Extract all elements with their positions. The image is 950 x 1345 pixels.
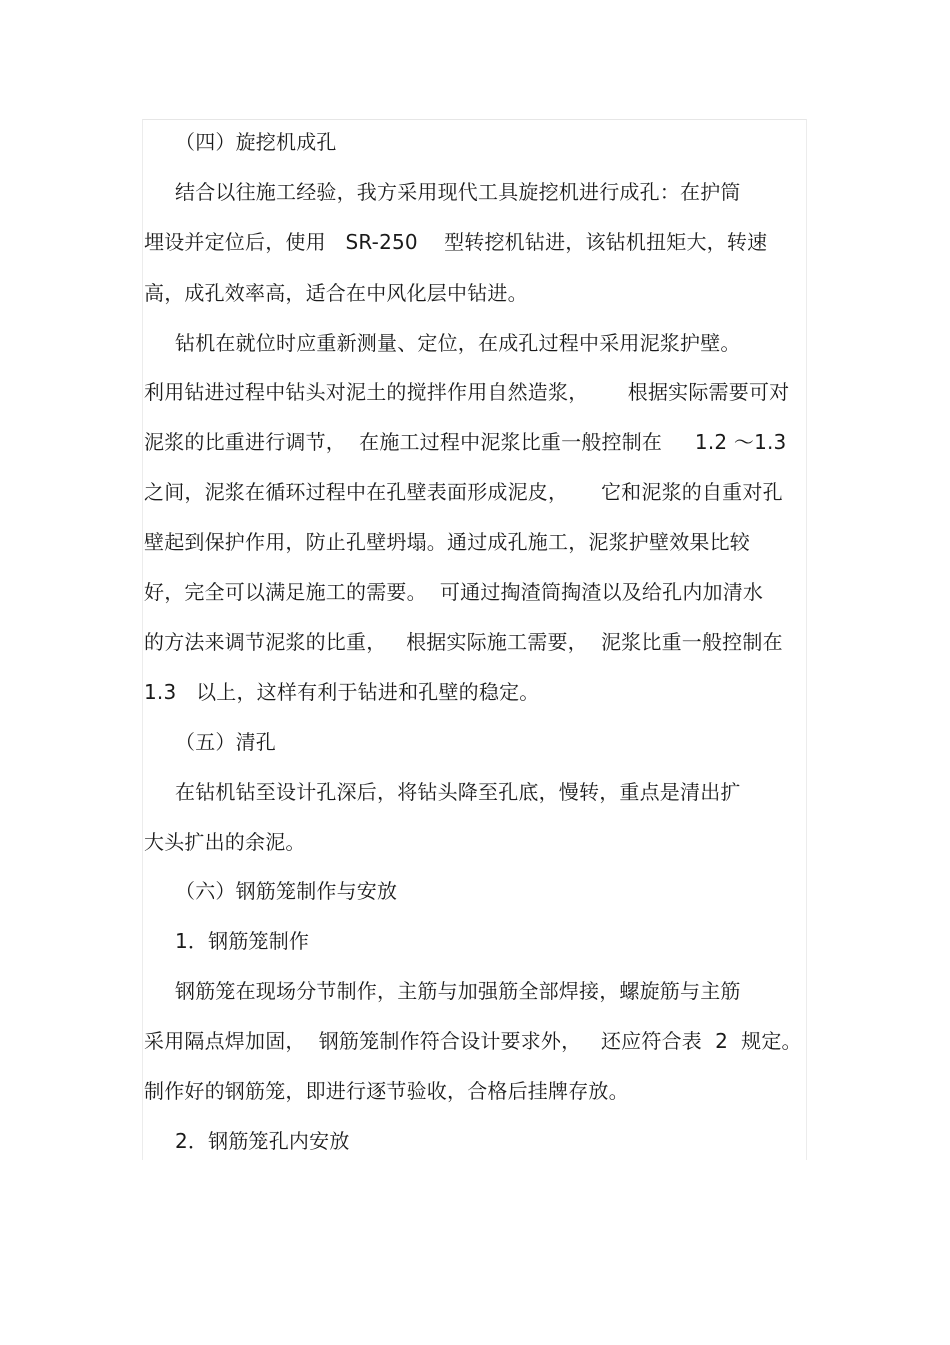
subheading-rebar-cage-placement: 2．钢筋笼孔内安放 <box>175 1129 350 1153</box>
paragraph-line: 钻机在就位时应重新测量、定位，在成孔过程中采用泥浆护壁。 <box>175 331 741 355</box>
paragraph-line: 的方法来调节泥浆的比重， 根据实际施工需要， 泥浆比重一般控制在 <box>144 630 783 654</box>
paragraph-line: 制作好的钢筋笼，即进行逐节验收，合格后挂牌存放。 <box>144 1079 629 1103</box>
paragraph-line: 大头扩出的余泥。 <box>144 830 306 854</box>
paragraph-line: 高，成孔效率高，适合在中风化层中钻进。 <box>144 281 528 305</box>
heading-hole-cleaning: （五）清孔 <box>175 730 276 754</box>
paragraph-line: 1.3 以上，这样有利于钻进和孔壁的稳定。 <box>144 680 540 704</box>
heading-rotary-drilling: （四）旋挖机成孔 <box>175 130 337 154</box>
paragraph-line: 之间，泥浆在循环过程中在孔壁表面形成泥皮， 它和泥浆的自重对孔 <box>144 480 783 504</box>
subheading-rebar-cage-fabrication: 1．钢筋笼制作 <box>175 929 310 953</box>
paragraph-line: 钢筋笼在现场分节制作，主筋与加强筋全部焊接，螺旋筋与主筋 <box>175 979 741 1003</box>
paragraph-line: 结合以往施工经验，我方采用现代工具旋挖机进行成孔：在护筒 <box>175 180 741 204</box>
paragraph-line: 在钻机钻至设计孔深后，将钻头降至孔底，慢转，重点是清出扩 <box>175 780 741 804</box>
paragraph-line: 好，完全可以满足施工的需要。 可通过掏渣筒掏渣以及给孔内加清水 <box>144 580 764 604</box>
heading-rebar-cage: （六）钢筋笼制作与安放 <box>175 879 398 903</box>
paragraph-line: 采用隔点焊加固， 钢筋笼制作符合设计要求外， 还应符合表 2 规定。 <box>144 1029 802 1053</box>
paragraph-line: 泥浆的比重进行调节， 在施工过程中泥浆比重一般控制在 1.2 ～1.3 <box>144 430 787 454</box>
paragraph-line: 利用钻进过程中钻头对泥土的搅拌作用自然造浆， 根据实际需要可对 <box>144 380 790 404</box>
paragraph-line: 壁起到保护作用，防止孔壁坍塌。通过成孔施工，泥浆护壁效果比较 <box>144 530 750 554</box>
paragraph-line: 埋设并定位后，使用 SR-250 型转挖机钻进，该钻机扭矩大，转速 <box>144 230 768 254</box>
